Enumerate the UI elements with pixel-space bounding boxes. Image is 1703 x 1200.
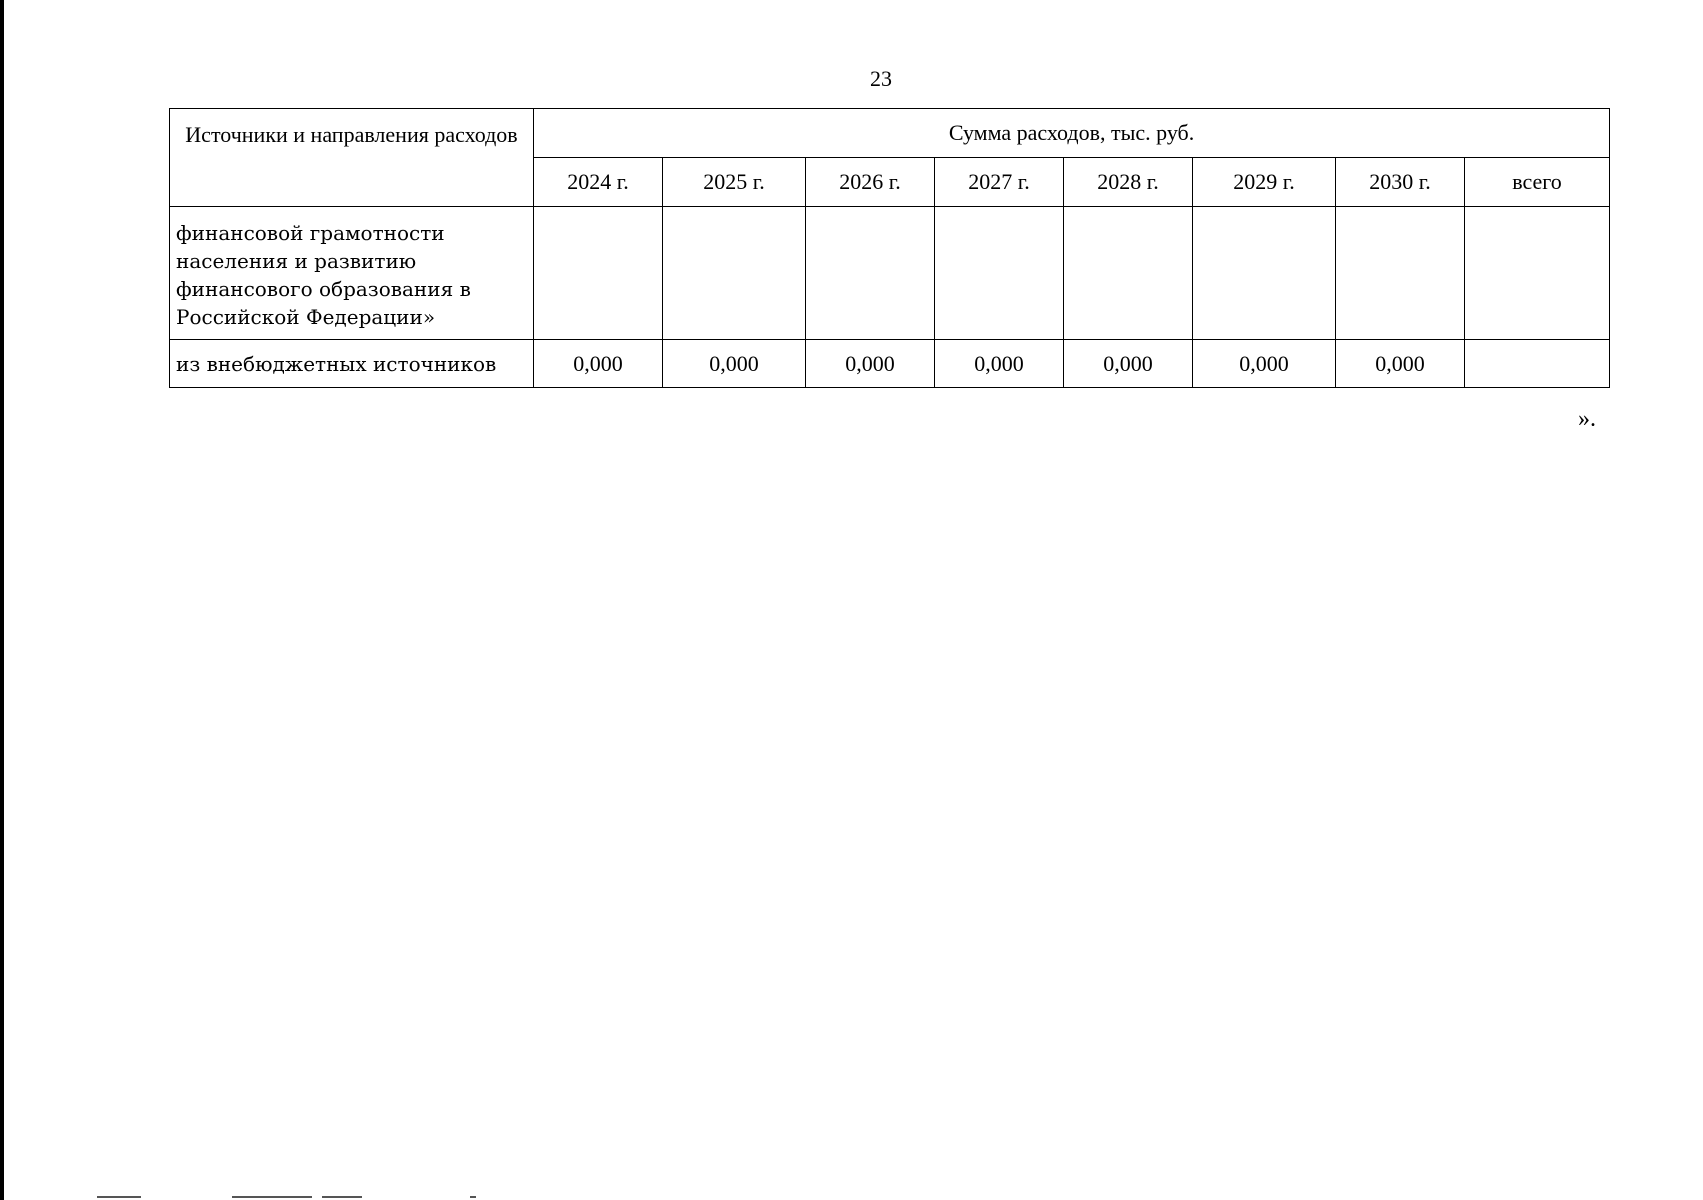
row-label: финансовой грамотности населения и развитию финансового образования в Российской Федерации» [170, 207, 534, 340]
cell-value [663, 207, 806, 340]
cell-value: 0,000 [534, 340, 663, 388]
table-row [170, 207, 1610, 340]
page-number: 23 [870, 66, 892, 91]
cell-value [534, 207, 663, 340]
cell-value: 0,000 [806, 340, 935, 388]
header-year-2028: 2028 г. [1064, 158, 1193, 207]
cell-value [1336, 207, 1465, 340]
cell-value: 0,000 [1193, 340, 1336, 388]
cell-value: 0,000 [1064, 340, 1193, 388]
cell-value [1064, 207, 1193, 340]
header-sum: Сумма расходов, тыс. руб. [534, 109, 1610, 158]
cell-value: 0,000 [1336, 340, 1465, 388]
header-row-top [170, 109, 1610, 158]
header-total: всего [1465, 158, 1610, 207]
closing-quote: ». [1578, 406, 1596, 432]
cell-value [1193, 207, 1336, 340]
header-year-2024: 2024 г. [534, 158, 663, 207]
row-label: из внебюджетных источников [170, 340, 534, 388]
header-year-2029: 2029 г. [1193, 158, 1336, 207]
header-year-2027: 2027 г. [935, 158, 1064, 207]
cell-value: 0,000 [663, 340, 806, 388]
header-year-2026: 2026 г. [806, 158, 935, 207]
expenses-table [169, 108, 1610, 388]
scan-footer-marks [0, 1196, 1703, 1199]
header-sources: Источники и направления расходов [170, 109, 534, 207]
table-row [170, 340, 1610, 388]
cell-value [1465, 340, 1610, 388]
scan-edge [0, 0, 4, 1200]
cell-value [806, 207, 935, 340]
header-year-2025: 2025 г. [663, 158, 806, 207]
header-year-2030: 2030 г. [1336, 158, 1465, 207]
cell-value [1465, 207, 1610, 340]
cell-value: 0,000 [935, 340, 1064, 388]
cell-value [935, 207, 1064, 340]
